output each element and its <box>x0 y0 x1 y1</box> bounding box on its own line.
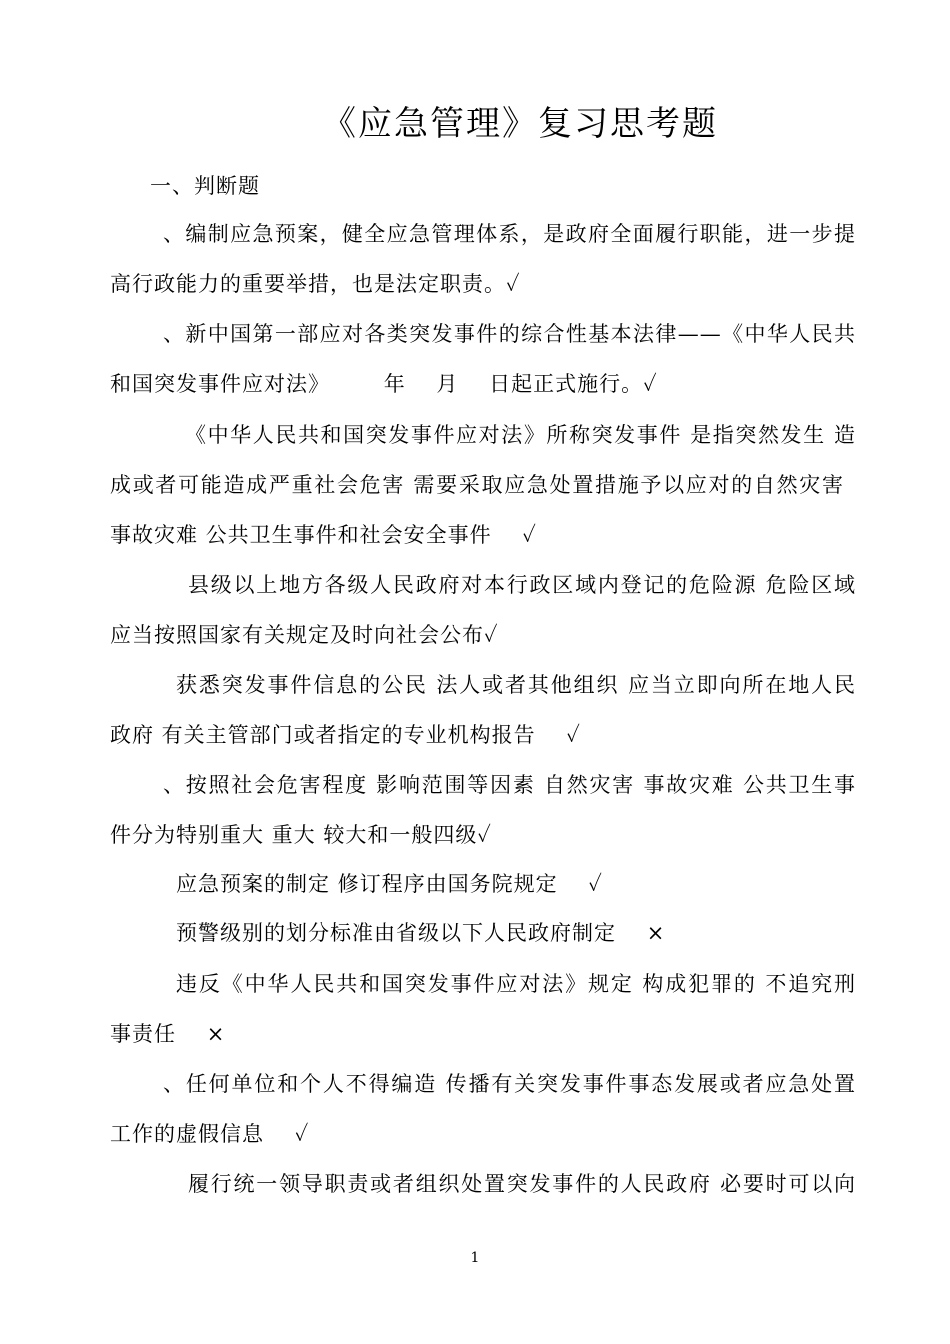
text-line: 成或者可能造成严重社会危害 需要采取应急处置措施予以应对的自然灾害 <box>110 473 844 497</box>
text-line: 履行统一领导职责或者组织处置突发事件的人民政府 必要时可以向 <box>188 1172 856 1196</box>
text-line: 应当按照国家有关规定及时向社会公布✓ <box>110 623 499 647</box>
text-line: 、编制应急预案，健全应急管理体系，是政府全面履行职能，进一步提 <box>163 222 856 246</box>
text-line: 工作的虚假信息 ✓ <box>110 1122 310 1146</box>
text-line: 违反《中华人民共和国突发事件应对法》规定 构成犯罪的 不追究刑 <box>176 972 856 996</box>
text-line: 应急预案的制定 修订程序由国务院规定 ✓ <box>176 872 603 896</box>
text-line: 县级以上地方各级人民政府对本行政区域内登记的危险源 危险区域 <box>188 573 856 597</box>
page-title: 《应急管理》复习思考题 <box>322 104 718 144</box>
text-line: 高行政能力的重要举措，也是法定职责。✓ <box>110 272 521 296</box>
text-line: 获悉突发事件信息的公民 法人或者其他组织 应当立即向所在地人民 <box>176 673 856 697</box>
text-line: 预警级别的划分标准由省级以下人民政府制定 × <box>176 921 666 945</box>
text-line: 政府 有关主管部门或者指定的专业机构报告 ✓ <box>110 723 581 747</box>
text-line: 、新中国第一部应对各类突发事件的综合性基本法律——《中华人民共 <box>163 322 856 346</box>
text-line: 、任何单位和个人不得编造 传播有关突发事件事态发展或者应急处置 <box>163 1072 856 1096</box>
text-line: 、按照社会危害程度 影响范围等因素 自然灾害 事故灾难 公共卫生事 <box>163 773 856 797</box>
text-line: 件分为特别重大 重大 较大和一般四级✓ <box>110 823 492 847</box>
section-heading: 一、判断题 <box>150 174 260 198</box>
text-line: 《中华人民共和国突发事件应对法》所称突发事件 是指突然发生 造 <box>185 423 856 447</box>
text-line: 事责任 × <box>110 1022 226 1046</box>
page-number: 1 <box>470 1250 480 1266</box>
text-line: 事故灾难 公共卫生事件和社会安全事件 ✓ <box>110 523 537 547</box>
text-line: 和国突发事件应对法》 年 月 日起正式施行。✓ <box>110 372 658 396</box>
